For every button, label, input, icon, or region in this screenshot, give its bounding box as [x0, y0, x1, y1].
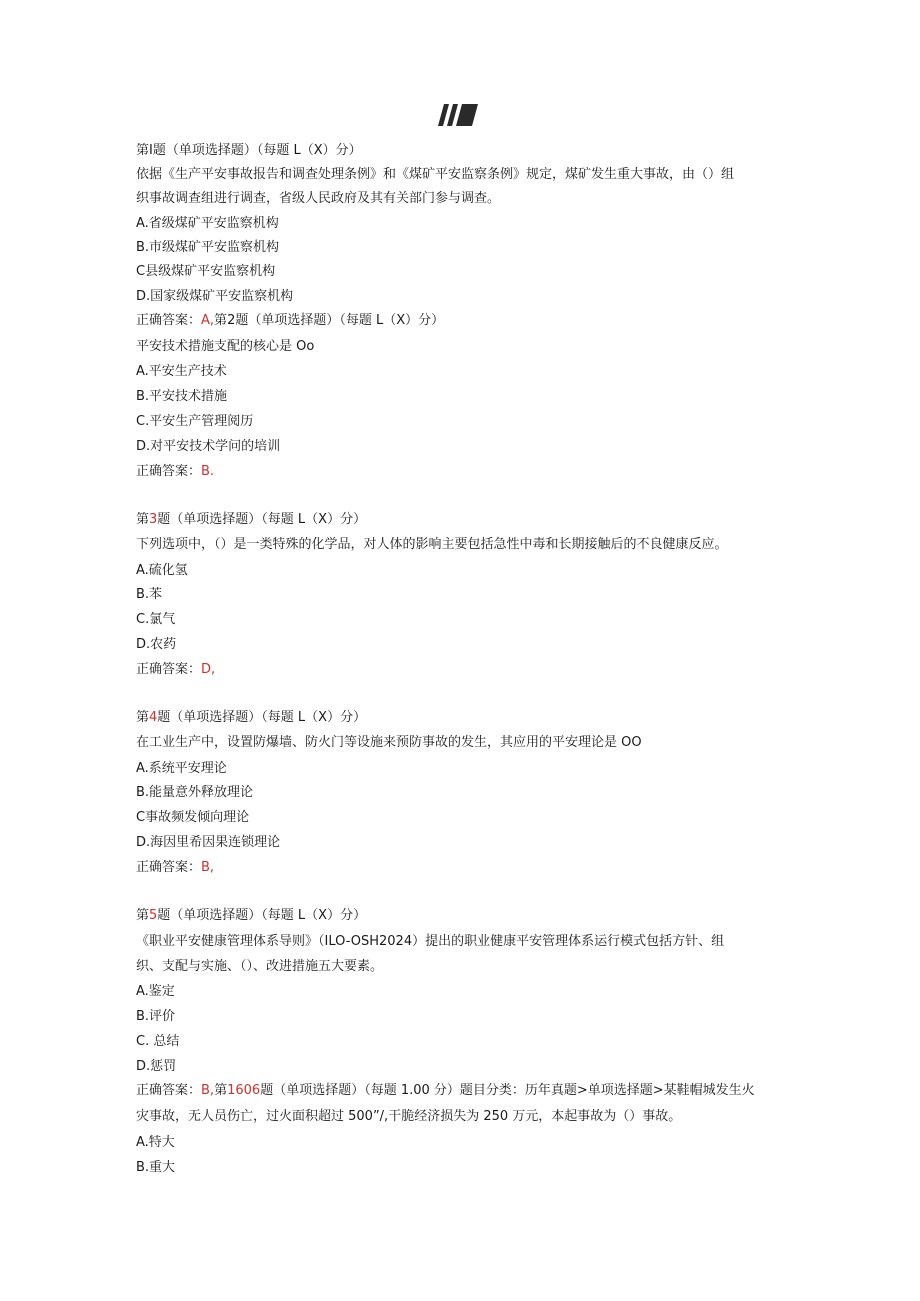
- q1-option-b: B.市级煤矿平安监察机构: [136, 240, 280, 255]
- q4-answer: B,: [201, 860, 215, 875]
- q2-answer: B.: [201, 464, 215, 479]
- q4-answer-line: 正确答案：B,: [136, 860, 215, 875]
- q3-option-c: C.氯气: [136, 612, 176, 627]
- q5-answer: B,: [201, 1083, 215, 1098]
- q1-text-line2: 织事故调查组进行调查，省级人民政府及其有关部门参与调查。: [136, 191, 501, 206]
- q2-number: 2: [227, 313, 236, 328]
- q2-text: 平安技术措施支配的核心是 Oo: [136, 339, 315, 354]
- q5-option-c: C. 总结: [136, 1034, 180, 1049]
- q5-option-d: D.惩罚: [136, 1059, 177, 1074]
- q6-option-b: B.重大: [136, 1160, 176, 1175]
- q4-option-c: C事故频发倾向理论: [136, 810, 250, 825]
- q3-answer-line: 正确答案：D,: [136, 662, 216, 677]
- q1-answer-line: 正确答案：A,第2题（单项选择题）（每题 L（X）分）: [136, 313, 445, 328]
- q1-option-a: A.省级煤矿平安监察机构: [136, 216, 279, 231]
- q1-number: I: [149, 143, 153, 158]
- q1-header: 第I题（单项选择题）（每题 L（X）分）: [136, 143, 362, 158]
- q4-option-a: A.系统平安理论: [136, 761, 227, 776]
- q3-option-d: D.农药: [136, 637, 177, 652]
- q6-option-a: A.特大: [136, 1135, 175, 1150]
- q2-option-d: D.对平安技术学问的培训: [136, 439, 281, 454]
- q1-option-d: D.国家级煤矿平安监察机构: [136, 289, 294, 304]
- q3-text: 下列选项中，（）是一类特殊的化学品，对人体的影响主要包括急性中毒和长期接触后的不良健康反应。: [136, 537, 728, 552]
- slash-stripes-logo: [438, 104, 478, 126]
- q2-option-b: B.平安技术措施: [136, 389, 228, 404]
- q5-number: 5: [149, 908, 158, 923]
- q2-option-a: A.平安生产技术: [136, 364, 227, 379]
- q3-option-b: B.苯: [136, 587, 163, 602]
- q2-option-c: C.平安生产管理阅历: [136, 414, 254, 429]
- q4-option-d: D.海因里希因果连锁理论: [136, 835, 281, 850]
- q4-number: 4: [149, 710, 158, 725]
- q1-text-line1: 依据《生产平安事故报告和调查处理条例》和《煤矿平安监察条例》规定，煤矿发生重大事故，由（）组: [136, 167, 735, 182]
- q1-option-c: C县级煤矿平安监察机构: [136, 264, 276, 279]
- q5-option-b: B.评价: [136, 1009, 176, 1024]
- q4-header: 第4题（单项选择题）（每题 L（X）分）: [136, 710, 367, 725]
- q3-answer: D,: [201, 662, 216, 677]
- q5-header: 第5题（单项选择题）（每题 L（X）分）: [136, 908, 367, 923]
- q5-text-line2: 织、支配与实施、（）、改进措施五大要素。: [136, 959, 384, 974]
- q6-number: 1606: [227, 1083, 261, 1098]
- q3-number: 3: [149, 512, 158, 527]
- q5-answer-line: 正确答案：B,第1606题（单项选择题）（每题 1.00 分）题目分类：历年真题>单项选择题>某鞋帽城发生火: [136, 1083, 755, 1098]
- q5-option-a: A.鉴定: [136, 984, 175, 999]
- q1-answer: A,: [201, 313, 215, 328]
- q4-option-b: B.能量意外释放理论: [136, 785, 254, 800]
- q2-answer-line: 正确答案：B.: [136, 464, 215, 479]
- q3-option-a: A.硫化氢: [136, 563, 188, 578]
- q4-text: 在工业生产中，设置防爆墙、防火门等设施来预防事故的发生，其应用的平安理论是 OO: [136, 735, 642, 750]
- q3-header: 第3题（单项选择题）（每题 L（X）分）: [136, 512, 367, 527]
- q5-text-line1: 《职业平安健康管理体系导则》（ILO-OSH2024）提出的职业健康平安管理体系运行模式包括方针、组: [136, 934, 725, 949]
- q6-text-line2: 灾事故，无人员伤亡，过火面积超过 500”/,干脆经济损失为 250 万元，本起事故为（）事故。: [136, 1109, 682, 1124]
